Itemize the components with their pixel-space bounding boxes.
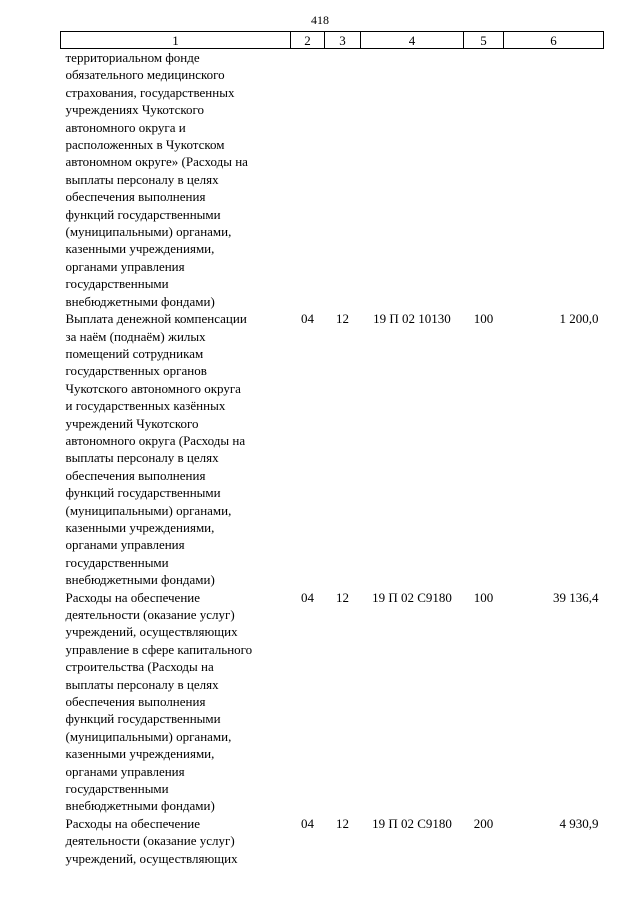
row-section: 04 [301,815,314,831]
header-col-6: 6 [504,32,604,49]
description-line: расположенных в Чукотском [65,137,225,153]
header-col-1: 1 [61,32,291,49]
description-line: учреждениях Чукотского [65,102,205,118]
row-target-code: 19 П 02 С9180 [372,589,452,605]
description-line: выплаты персоналу в целях [65,676,219,692]
header-col-3: 3 [325,32,361,49]
row-description [61,310,291,589]
description-line: государственными [65,276,169,292]
table-body [61,49,604,868]
row-amount: 1 200,0 [559,311,599,327]
description-line: казенными учреждениями, [65,519,215,535]
table-row [61,589,604,815]
budget-table [60,31,604,867]
row-amount [504,49,604,311]
description-line: органами управления [65,763,185,779]
description-line: за наём (поднаём) жилых [65,328,206,344]
row-target-code: 19 П 02 10130 [373,311,451,327]
description-line: (муниципальными) органами, [65,224,232,240]
table-row [61,310,604,589]
description-line: учреждений, осуществляющих [65,850,238,866]
description-line: казенными учреждениями, [65,746,215,762]
description-line: обязательного медицинского [65,67,225,83]
description-line: Расходы на обеспечение [65,589,201,605]
row-target-code: 19 П 02 С9180 [372,815,452,831]
table-row [61,815,604,867]
row-section [291,49,325,311]
description-line: обеспечения выполнения [65,467,206,483]
header-row [61,32,604,49]
description-line: внебюджетными фондами) [65,293,215,309]
description-line: помещений сотрудникам [65,345,204,361]
row-description [61,589,291,815]
table-header [61,32,604,49]
description-line: функций государственными [65,206,221,222]
description-line: автономного округа и [65,119,186,135]
header-col-2: 2 [291,32,325,49]
description-line: территориальном фонде [65,50,200,65]
row-amount: 4 930,9 [559,815,599,831]
description-line: органами управления [65,537,185,553]
row-amount: 39 136,4 [553,589,599,605]
description-line: Выплата денежной компенсации [65,311,247,327]
description-line: Расходы на обеспечение [65,815,201,831]
description-line: (муниципальными) органами, [65,728,232,744]
description-line: деятельности (оказание услуг) [65,607,235,622]
description-line: функций государственными [65,711,221,727]
row-target-code [361,49,464,311]
row-subsection: 12 [336,589,349,605]
row-expense-type [464,49,504,311]
table-row [61,49,604,311]
description-line: казенными учреждениями, [65,241,215,257]
row-expense-type: 200 [473,815,494,831]
header-col-5: 5 [464,32,504,49]
row-subsection: 12 [336,815,349,831]
description-line: органами управления [65,258,185,274]
description-line: функций государственными [65,485,221,501]
description-line: страхования, государственных [65,84,235,100]
row-expense-type: 100 [473,589,494,605]
description-line: учреждений Чукотского [65,415,199,431]
description-line: выплаты персоналу в целях [65,450,219,466]
description-line: государственными [65,781,169,797]
row-section: 04 [301,589,314,605]
description-line: государственных органов [65,363,207,379]
description-line: выплаты персоналу в целях [65,171,219,187]
description-line: автономного округа (Расходы на [65,432,246,448]
description-line: автономном округе» (Расходы на [65,154,248,170]
description-line: обеспечения выполнения [65,189,206,205]
description-line: Чукотского автономного округа [65,380,241,396]
description-line: обеспечения выполнения [65,694,206,710]
description-line: внебюджетными фондами) [65,572,215,588]
row-subsection: 12 [336,311,349,327]
description-line: (муниципальными) органами, [65,502,232,518]
row-expense-type: 100 [473,311,494,327]
description-line: строительства (Расходы на [65,659,214,675]
row-description [61,49,291,311]
description-line: учреждений, осуществляющих [65,624,238,640]
row-subsection [325,49,361,311]
description-line: деятельности (оказание услуг) [65,833,235,849]
description-line: внебюджетными фондами) [65,798,215,814]
row-description [61,815,291,867]
header-col-4: 4 [361,32,464,49]
page-number: 418 [311,13,329,27]
description-line: управление в сфере капитального [65,641,253,657]
description-line: и государственных казённых [65,398,226,414]
description-line: государственными [65,554,169,570]
row-section: 04 [301,311,314,327]
